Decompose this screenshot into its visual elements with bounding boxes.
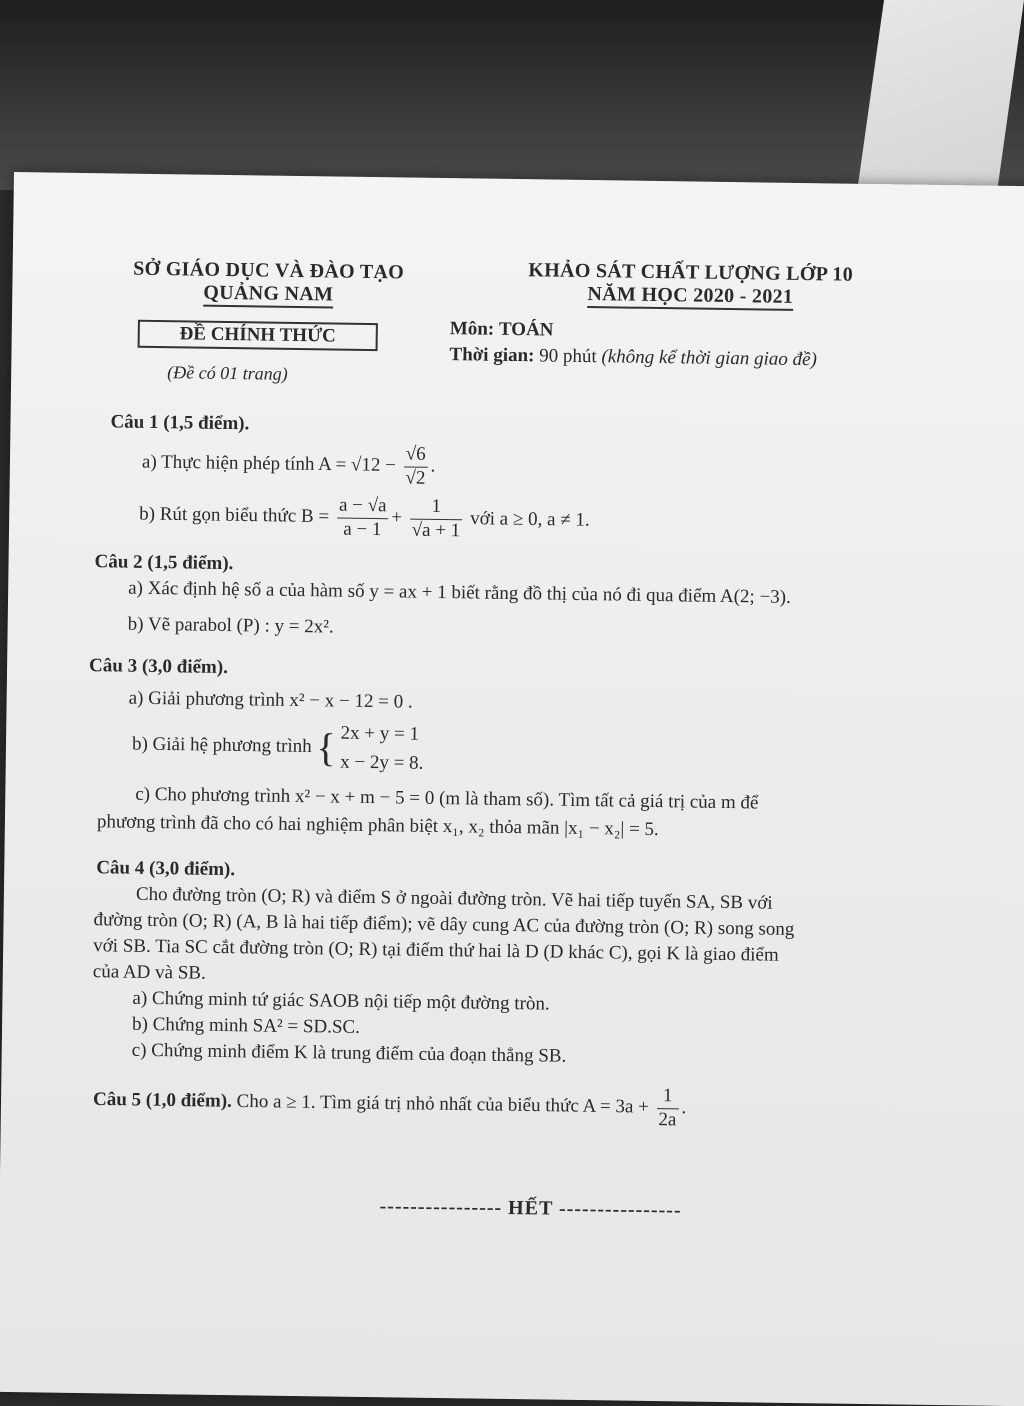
- q4-title: Câu 4 (3,0 điểm).: [96, 857, 236, 881]
- pages-note: (Đề có 01 trang): [167, 362, 288, 384]
- subject-line: Môn: TOÁN: [449, 318, 554, 341]
- exam-sheet: [0, 172, 1024, 1406]
- q4-para-line-4: của AD và SB.: [92, 961, 206, 984]
- q1-part-b: b) Rút gọn biểu thức B = $\frac{a - √a}{a - 1}$ + $\frac{1}{√a + 1}$ với a ≥ 0, a ≠ 1.: [139, 494, 590, 542]
- q3-part-a: a) Giải phương trình x² − x − 12 = 0 .: [128, 687, 413, 713]
- end-marker: ---------------- HẾT ----------------: [379, 1195, 682, 1222]
- dept-line-1: SỞ GIÁO DỤC VÀ ĐÀO TẠO: [133, 257, 405, 284]
- q3-part-c-line-2: phương trình đã cho có hai nghiệm phân biệt x₁, x₂ thỏa mãn |x₁ − x₂| = 5.: [96, 811, 659, 841]
- system-brace: {: [316, 724, 336, 770]
- q3-part-b: b) Giải hệ phương trình { 2x + y = 1 x − 2y = 8.: [132, 716, 424, 779]
- q2-part-b: b) Vẽ parabol (P) : y = 2x².: [127, 613, 334, 638]
- exam-line-2: NĂM HỌC 2020 - 2021: [490, 282, 890, 311]
- exam-name: [490, 259, 891, 311]
- q2-title: Câu 2 (1,5 điểm).: [94, 551, 234, 575]
- q3-part-c-line-1: c) Cho phương trình x² − x + m − 5 = 0 (m là tham số). Tìm tất cả giá trị của m để: [135, 783, 759, 814]
- q4-part-a: a) Chứng minh tứ giác SAOB nội tiếp một đường tròn.: [132, 987, 550, 1015]
- q5-fraction: $\frac{1}{2a}$: [656, 1085, 679, 1132]
- q1-title: Câu 1 (1,5 điểm).: [110, 411, 250, 435]
- dept-name: [108, 257, 429, 307]
- q4-part-b: b) Chứng minh SA² = SD.SC.: [131, 1013, 361, 1038]
- q3-title: Câu 3 (3,0 điểm).: [88, 655, 229, 679]
- q1-b-fraction-1: $\frac{a - √a}{a - 1}$: [337, 495, 389, 542]
- q5-line: Câu 5 (1,0 điểm). Cho a ≥ 1. Tìm giá trị nhỏ nhất của biểu thức A = 3a + $\frac{1}{2a}$ .: [92, 1085, 687, 1131]
- time-line: Thời gian: 90 phút (không kể thời gian giao đề): [449, 344, 818, 371]
- q1-part-a: a) Thực hiện phép tính A = √12 − $\frac{√6}{√2}$ .: [141, 443, 436, 489]
- q2-part-a: a) Xác định hệ số a của hàm số y = ax + 1 biết rằng đồ thị của nó đi qua điểm A(2; −3).: [128, 577, 791, 608]
- q4-para-line-1: Cho đường tròn (O; R) và điểm S ở ngoài đường tròn. Vẽ hai tiếp tuyến SA, SB với: [135, 883, 773, 914]
- exam-line-1: KHẢO SÁT CHẤT LƯỢNG LỚP 10: [528, 259, 854, 286]
- equation-system: 2x + y = 1 x − 2y = 8.: [340, 722, 424, 775]
- q4-para-line-3: với SB. Tia SC cắt đường tròn (O; R) tại điểm thứ hai là D (D khác C), gọi K là giao điểm: [93, 935, 779, 966]
- q1-b-fraction-2: $\frac{1}{√a + 1}$: [409, 496, 462, 543]
- official-box: ĐỀ CHÍNH THỨC: [138, 320, 378, 351]
- q1-a-fraction: $\frac{√6}{√2}$: [405, 443, 426, 489]
- dept-line-2: QUẢNG NAM: [108, 280, 428, 307]
- q4-part-c: c) Chứng minh điểm K là trung điểm của đoạn thẳng SB.: [131, 1039, 567, 1067]
- q4-para-line-2: đường tròn (O; R) (A, B là hai tiếp điểm); vẽ dây cung AC của đường tròn (O; R) song song: [93, 909, 795, 940]
